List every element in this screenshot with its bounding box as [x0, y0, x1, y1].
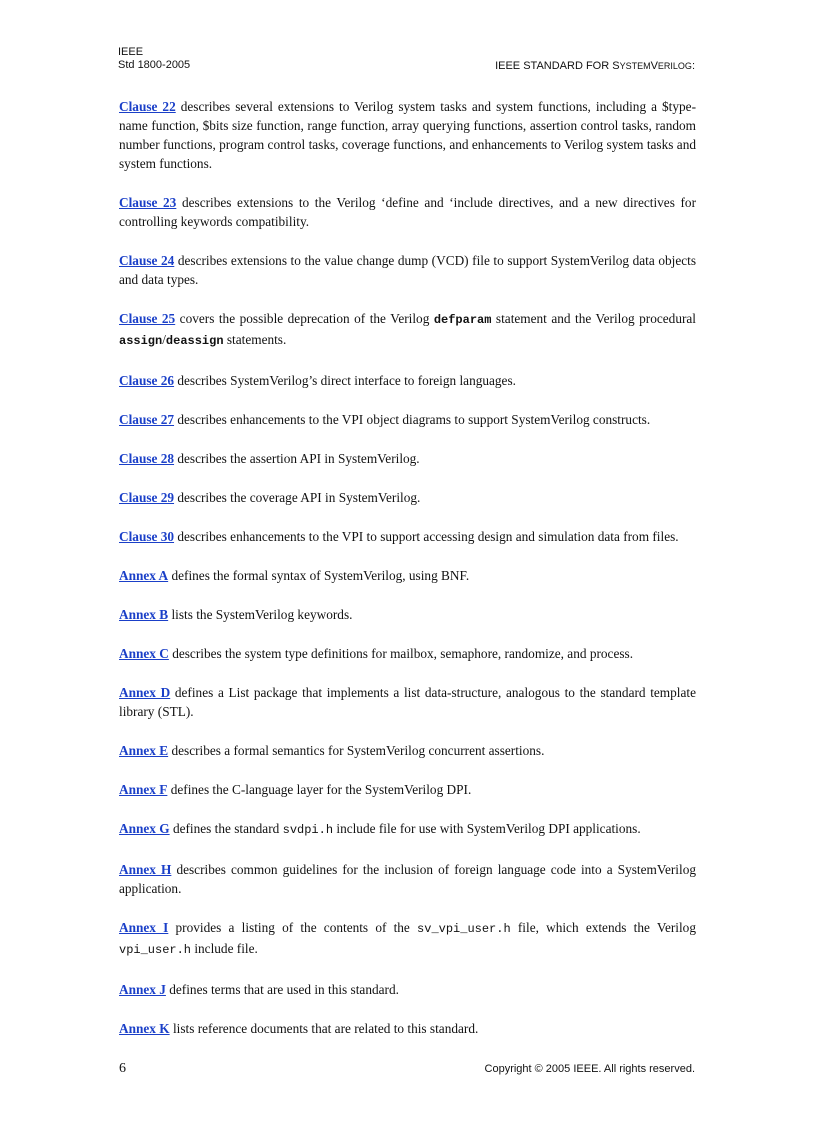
link-clause-30[interactable]: Clause 30 [119, 529, 175, 544]
link-clause-24[interactable]: Clause 24 [119, 253, 175, 268]
link-annex-j[interactable]: Annex J [119, 982, 166, 997]
paragraph-clause-30: Clause 30 describes enhancements to the VPI to support accessing design and simulation data from files. [119, 529, 679, 544]
keyword-defparam: defparam [433, 313, 492, 327]
paragraph-annex-c: Annex C describes the system type definitions for mailbox, semaphore, randomize, and process. [119, 646, 634, 661]
link-annex-c[interactable]: Annex C [119, 646, 169, 661]
paragraph-annex-i: Annex I provides a listing of the contents of the sv_vpi_user.h file, which extends the Verilog vpi_user.h include file. [119, 920, 696, 957]
paragraph-annex-k: Annex K lists reference documents that are related to this standard. [119, 1021, 479, 1036]
link-clause-27[interactable]: Clause 27 [119, 412, 175, 427]
paragraph-annex-g: Annex G defines the standard svdpi.h include file for use with SystemVerilog DPI applications. [119, 821, 641, 837]
link-annex-h[interactable]: Annex H [119, 862, 172, 877]
paragraph-annex-f: Annex F defines the C-language layer for the SystemVerilog DPI. [119, 782, 472, 797]
copyright-notice: Copyright © 2005 IEEE. All rights reserved. [484, 1063, 695, 1075]
paragraph-annex-d: Annex D defines a List package that implements a list data-structure, analogous to the standard template library (STL). [119, 685, 696, 719]
paragraph-clause-22: Clause 22 describes several extensions to Verilog system tasks and system functions, including a $type-name function, $bits size function, range function, array querying functions, assertion control tasks, random number functions, program control tasks, coverage functions, and enhancements to Verilog system tasks and system functions. [119, 99, 696, 171]
link-annex-i[interactable]: Annex I [119, 920, 169, 935]
body-content [119, 97, 696, 1058]
keyword-assign: assign [119, 334, 163, 348]
link-annex-g[interactable]: Annex G [119, 821, 170, 836]
link-annex-e[interactable]: Annex E [119, 743, 169, 758]
header-org: IEEE [118, 46, 144, 58]
link-clause-28[interactable]: Clause 28 [119, 451, 175, 466]
link-clause-26[interactable]: Clause 26 [119, 373, 175, 388]
paragraph-clause-26: Clause 26 describes SystemVerilog’s direct interface to foreign languages. [119, 373, 516, 388]
link-annex-d[interactable]: Annex D [119, 685, 171, 700]
code-svdpi-h: svdpi.h [282, 823, 334, 837]
header-std-number: Std 1800-2005 [118, 59, 191, 71]
paragraph-clause-24: Clause 24 describes extensions to the value change dump (VCD) file to support SystemVerilog data objects and data types. [119, 253, 696, 287]
paragraph-clause-28: Clause 28 describes the assertion API in SystemVerilog. [119, 451, 420, 466]
paragraph-annex-b: Annex B lists the SystemVerilog keywords. [119, 607, 353, 622]
paragraph-clause-25: Clause 25 covers the possible deprecation of the Verilog defparam statement and the Verilog procedural assign/deassign statements. [119, 311, 696, 348]
header-title-sc: YSTEM [619, 61, 651, 71]
header-title-sc2: ERILOG [657, 61, 692, 71]
link-annex-k[interactable]: Annex K [119, 1021, 170, 1036]
paragraph-annex-a: Annex A defines the formal syntax of SystemVerilog, using BNF. [119, 568, 470, 583]
link-annex-a[interactable]: Annex A [119, 568, 169, 583]
code-sv-vpi-user-h: sv_vpi_user.h [417, 922, 511, 936]
paragraph-annex-e: Annex E describes a formal semantics for SystemVerilog concurrent assertions. [119, 743, 545, 758]
link-clause-23[interactable]: Clause 23 [119, 195, 177, 210]
link-annex-f[interactable]: Annex F [119, 782, 168, 797]
paragraph-clause-23: Clause 23 describes extensions to the Verilog ‘define and ‘include directives, and a new directives for controlling keywords compatibility. [119, 195, 696, 229]
link-clause-29[interactable]: Clause 29 [119, 490, 175, 505]
link-clause-25[interactable]: Clause 25 [119, 311, 176, 326]
page-number: 6 [119, 1061, 126, 1076]
header-title [495, 60, 695, 73]
paragraph-annex-h: Annex H describes common guidelines for the inclusion of foreign language code into a SystemVerilog application. [119, 862, 696, 896]
header-title-prefix: IEEE STANDARD FOR S [495, 60, 620, 72]
code-vpi-user-h: vpi_user.h [119, 943, 192, 957]
link-annex-b[interactable]: Annex B [119, 607, 169, 622]
paragraph-clause-29: Clause 29 describes the coverage API in SystemVerilog. [119, 490, 421, 505]
paragraph-clause-27: Clause 27 describes enhancements to the VPI object diagrams to support SystemVerilog constructs. [119, 412, 651, 427]
header-left [118, 46, 190, 72]
paragraph-annex-j: Annex J defines terms that are used in this standard. [119, 982, 399, 997]
header-title-v: V [650, 60, 658, 72]
header-title-suffix: : [691, 60, 695, 72]
link-clause-22[interactable]: Clause 22 [119, 99, 176, 114]
keyword-deassign: deassign [165, 334, 224, 348]
